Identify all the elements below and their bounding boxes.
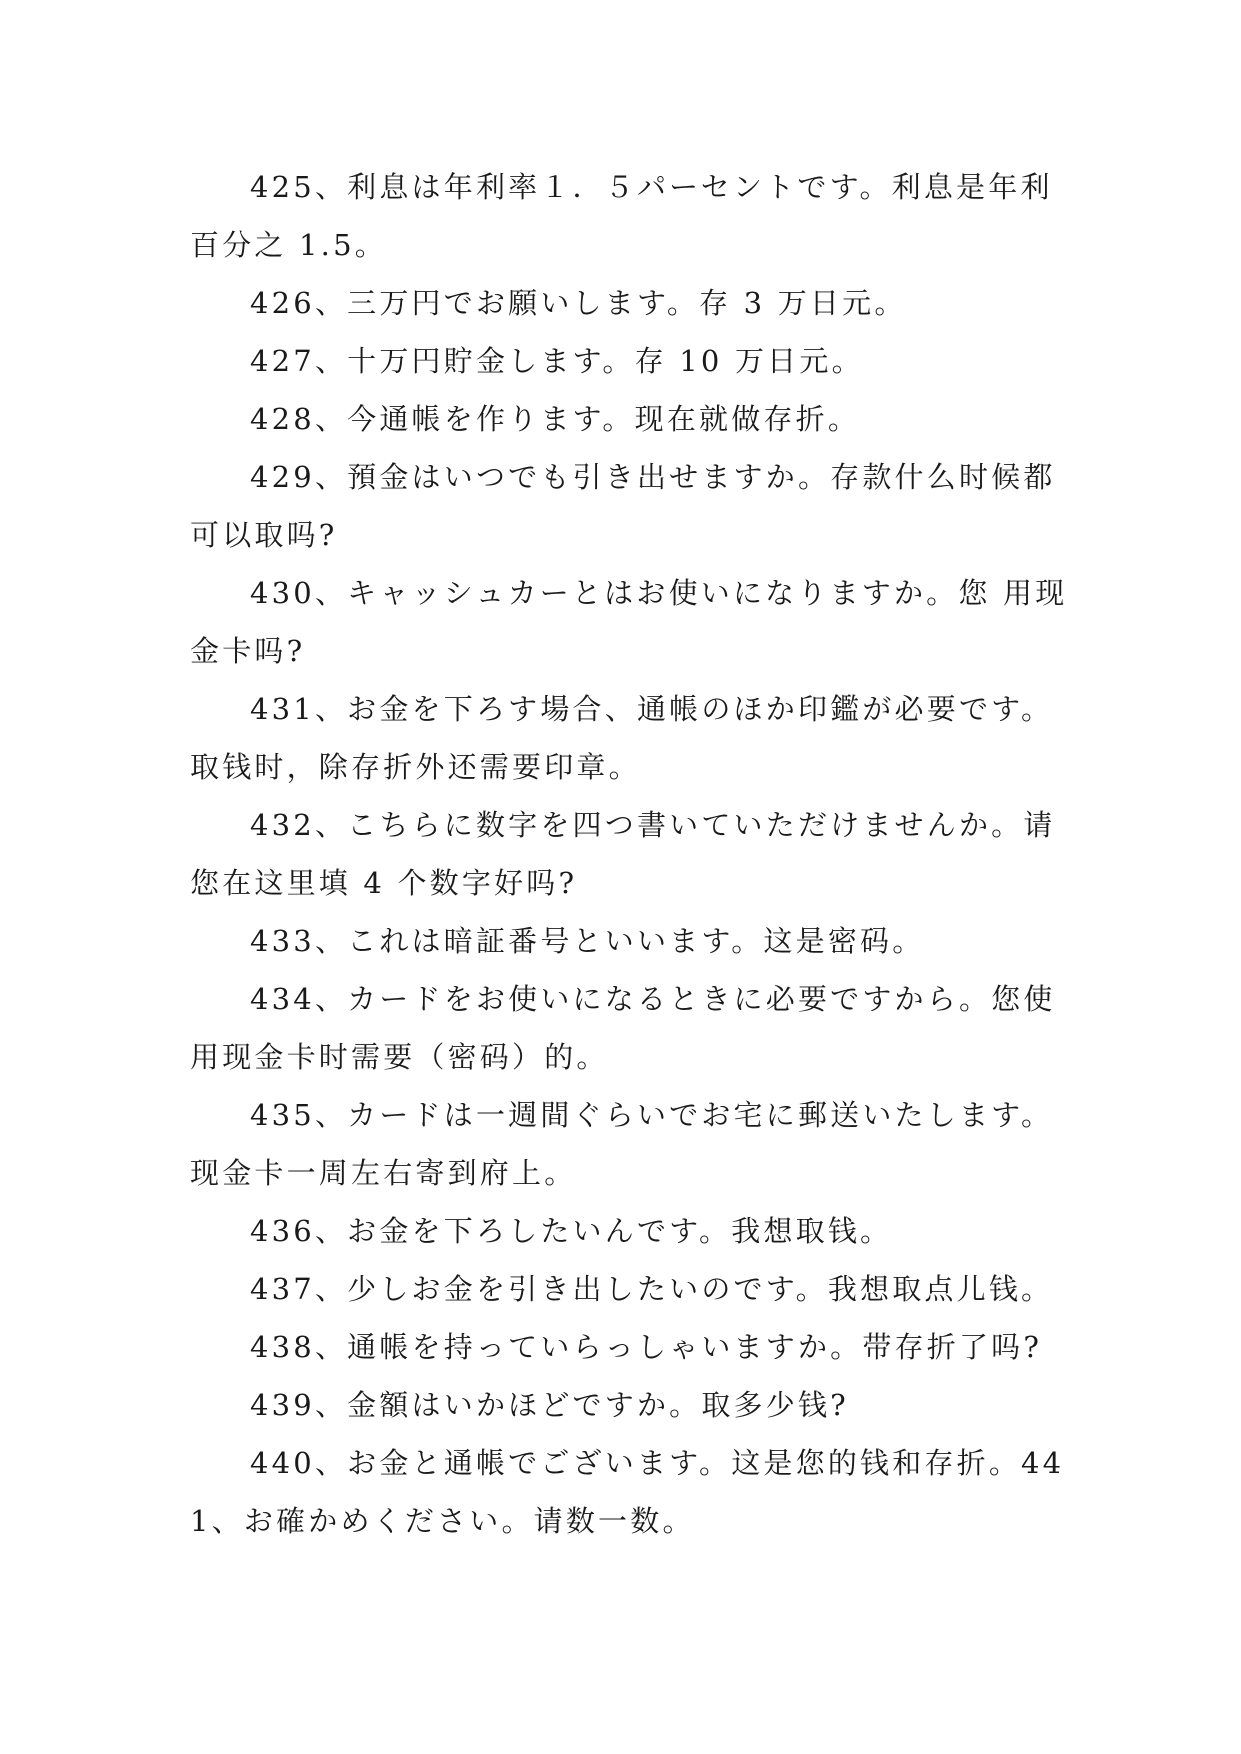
- paragraph-426: 426、三万円でお願いします。存 3 万日元。: [250, 286, 907, 320]
- paragraph-430: 430、キャッシュカーとはお使いになりますか。您 用现金卡吗?: [190, 576, 1068, 668]
- paragraph-434: 434、カードをお使いになるときに必要ですから。您使用现金卡时需要（密码）的。: [190, 982, 1056, 1074]
- paragraph-431: 431、お金を下ろす場合、通帳のほか印鑑が必要です。取钱时，除存折外还需要印章。: [190, 692, 1054, 784]
- paragraph-428: 428、今通帳を作ります。现在就做存折。: [250, 402, 861, 436]
- document-body: [190, 158, 1070, 1550]
- paragraph-432: 432、こちらに数字を四つ書いていただけませんか。请您在这里填 4 个数字好吗?: [190, 808, 1056, 900]
- paragraph-439: 439、金額はいかほどですか。取多少钱?: [250, 1388, 849, 1422]
- paragraph-436: 436、お金を下ろしたいんです。我想取钱。: [250, 1214, 893, 1248]
- paragraph-435: 435、カードは一週間ぐらいでお宅に郵送いたします。现金卡一周左右寄到府上。: [190, 1098, 1054, 1190]
- paragraph-433: 433、これは暗証番号といいます。这是密码。: [250, 924, 925, 958]
- paragraph-427: 427、十万円貯金します。存 10 万日元。: [250, 344, 864, 378]
- paragraph-425: 425、利息は年利率１．５パーセントです。利息是年利百分之 1.5。: [190, 170, 1053, 262]
- paragraph-440: 440、お金と通帳でございます。这是您的钱和存折。441、お確かめください。请数一数。: [190, 1446, 1065, 1538]
- paragraph-438: 438、通帳を持っていらっしゃいますか。带存折了吗?: [250, 1330, 1043, 1364]
- paragraph-429: 429、預金はいつでも引き出せますか。存款什么时候都可以取吗?: [190, 460, 1056, 552]
- paragraph-437: 437、少しお金を引き出したいのです。我想取点儿钱。: [250, 1272, 1054, 1306]
